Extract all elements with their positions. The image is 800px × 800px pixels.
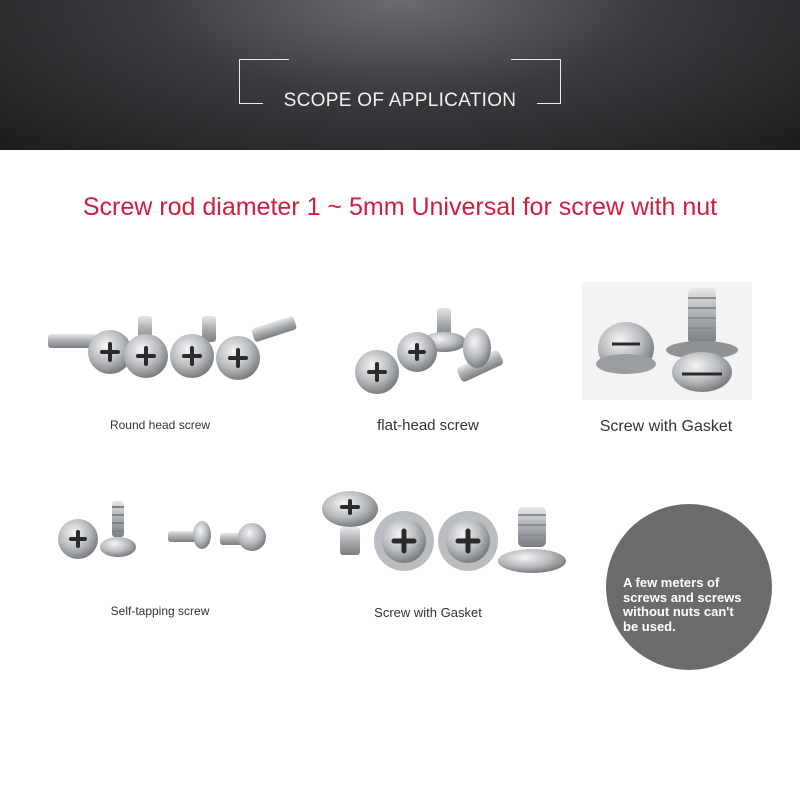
product-flat-head-screw: [345, 300, 515, 400]
caption-round-head-screw: Round head screw: [109, 418, 211, 432]
header-banner: [0, 0, 800, 150]
page-subtitle: Screw rod diameter 1 ~ 5mm Universal for screw with nut: [82, 193, 718, 221]
title-frame-stub-left: [239, 103, 263, 104]
title-frame-stub-right: [537, 103, 561, 104]
product-screw-with-gasket: [582, 282, 752, 400]
product-self-tapping-screw: [50, 495, 275, 570]
note-line: A few meters of: [623, 575, 720, 590]
washer-head-screws-photo: [318, 483, 568, 583]
self-tapping-screws-photo: [50, 495, 275, 570]
title-frame-corner-right: [511, 59, 561, 60]
title-frame-corner-left: [239, 59, 289, 60]
caption-flat-head-screw: flat-head screw: [377, 417, 479, 434]
product-round-head-screw: [40, 300, 300, 400]
note-line: screws and screws: [623, 589, 742, 605]
caption-screw-with-gasket: Screw with Gasket: [599, 418, 733, 435]
product-washer-head-screw: [318, 483, 568, 583]
title-frame-edge-right: [560, 59, 561, 103]
note-line: without nuts can't: [623, 604, 734, 619]
caption-washer-head-screw: Screw with Gasket: [374, 605, 482, 620]
gasket-screws-photo: [582, 282, 752, 400]
caption-self-tapping-screw: Self-tapping screw: [110, 604, 210, 618]
note-line: be used.: [623, 618, 676, 634]
round-head-screws-photo: [40, 300, 300, 400]
banner-title: SCOPE OF APPLICATION: [283, 90, 517, 111]
note-text: [623, 576, 758, 634]
title-frame-edge-left: [239, 59, 240, 103]
flat-head-screws-photo: [345, 300, 515, 400]
